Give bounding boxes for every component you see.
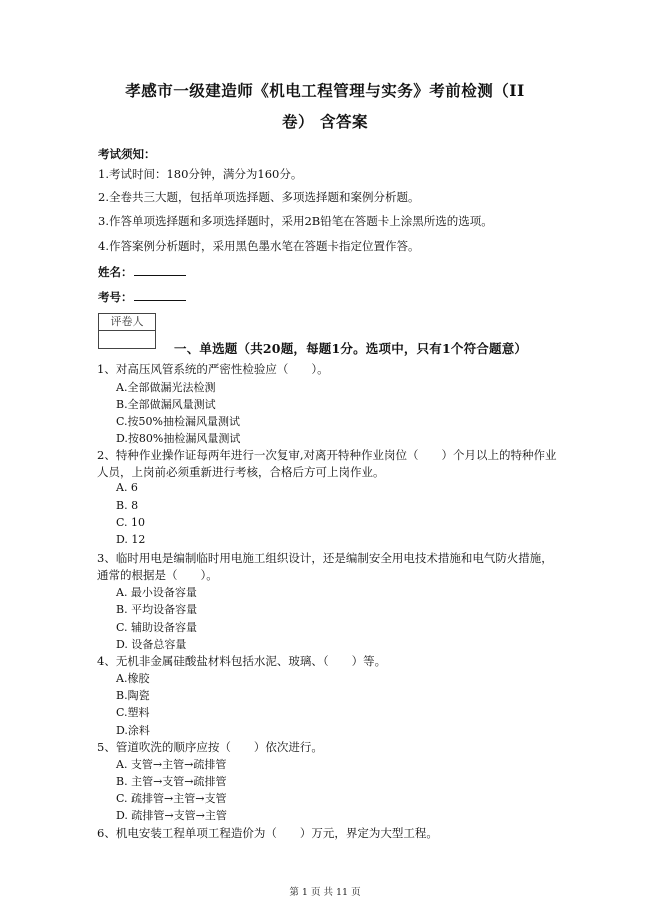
answer-option: D.按80%抽检漏风量测试 xyxy=(116,431,241,445)
exam-note: 4.作答案例分析题时，采用黑色墨水笔在答题卡指定位置作答。 xyxy=(98,239,420,253)
name-label: 姓名： xyxy=(98,265,133,279)
question-stem-continued: 人员，上岗前必须重新进行考核，合格后方可上岗作业。 xyxy=(97,464,385,479)
exam-number-blank[interactable] xyxy=(134,288,186,301)
question-stem: 2、特种作业操作证每两年进行一次复审,对离开特种作业岗位（ ）个月以上的特种作业 xyxy=(97,447,557,462)
question-stem: 1、对高压风管系统的严密性检验应（ ）。 xyxy=(97,362,329,376)
answer-option: B. 主管→支管→疏排管 xyxy=(116,775,227,789)
grader-label: 评卷人 xyxy=(99,314,155,331)
answer-option: C. 辅助设备容量 xyxy=(116,620,198,634)
section-title: 一、单选题（共20题，每题1分。选项中，只有1个符合题意） xyxy=(174,341,528,356)
question-stem: 3、临时用电是编制临时用电施工组织设计，还是编制安全用电技术措施和电气防火措施， xyxy=(97,550,553,565)
answer-option: A.全部做漏光法检测 xyxy=(116,380,216,394)
answer-option: A. 最小设备容量 xyxy=(116,586,197,600)
answer-option: A. 支管→主管→疏排管 xyxy=(116,758,227,772)
exam-note: 2.全卷共三大题，包括单项选择题、多项选择题和案例分析题。 xyxy=(98,190,420,204)
exam-note: 3.作答单项选择题和多项选择题时，采用2B铅笔在答题卡上涂黑所选的选项。 xyxy=(98,214,493,228)
answer-option: D.涂料 xyxy=(116,723,150,737)
page-footer: 第 1 页 共 11 页 xyxy=(289,887,361,898)
grader-box xyxy=(98,313,156,349)
answer-option: C. 疏排管→主管→支管 xyxy=(116,792,227,806)
exam-notes-heading: 考试须知： xyxy=(98,147,156,161)
answer-option: B. 平均设备容量 xyxy=(116,603,198,617)
answer-option: D. 疏排管→支管→主管 xyxy=(116,809,227,823)
question-stem: 5、管道吹洗的顺序应按（ ）依次进行。 xyxy=(97,739,323,754)
answer-option: B.陶瓷 xyxy=(116,689,150,703)
answer-option: D. 12 xyxy=(116,532,146,546)
question-stem: 4、无机非金属硅酸盐材料包括水泥、玻璃、（ ）等。 xyxy=(97,653,387,668)
document-title: 孝感市一级建造师《机电工程管理与实务》考前检测（II xyxy=(125,81,525,100)
exam-number-label: 考号： xyxy=(98,290,133,304)
answer-option: C. 10 xyxy=(116,515,146,529)
answer-option: A. 6 xyxy=(116,481,138,495)
question-stem-continued: 通常的根据是（ ）。 xyxy=(97,567,218,582)
name-blank[interactable] xyxy=(134,263,186,276)
answer-option: C.塑料 xyxy=(116,706,150,720)
answer-option: C.按50%抽检漏风量测试 xyxy=(116,414,240,428)
name-field xyxy=(98,263,186,280)
answer-option: B.全部做漏风量测试 xyxy=(116,397,216,411)
answer-option: A.橡胶 xyxy=(116,672,150,686)
exam-number-field xyxy=(98,288,186,305)
answer-option: D. 设备总容量 xyxy=(116,637,187,651)
document-title-continued: 卷） 含答案 xyxy=(282,112,368,131)
exam-note: 1.考试时间：180分钟，满分为160分。 xyxy=(98,167,303,181)
answer-option: B. 8 xyxy=(116,498,139,512)
question-stem: 6、机电安装工程单项工程造价为（ ）万元，界定为大型工程。 xyxy=(97,825,438,840)
